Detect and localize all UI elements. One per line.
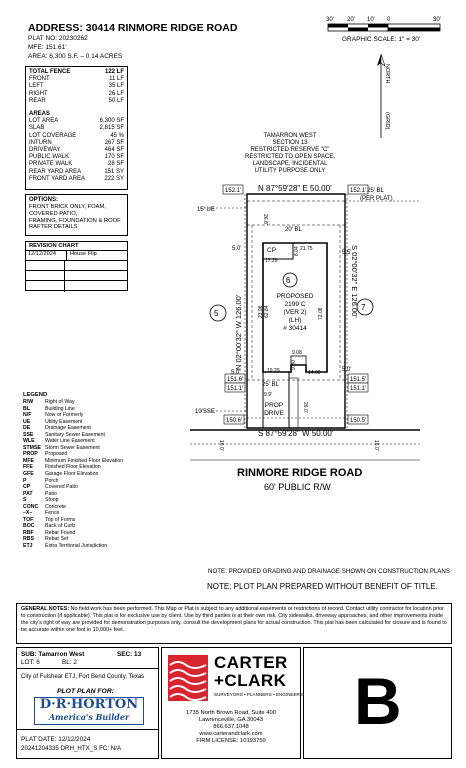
- options-box: OPTIONS: FRONT BRICK ONLY, FOAM, COVERED PATIO, FRAMING, FOUNDATION & ROOF RAFTER DETAILS: [25, 194, 128, 236]
- legend-key: P: [23, 477, 27, 484]
- elev-tr: 152.1': [350, 188, 367, 194]
- fence-row: RIGHT 26 LF: [29, 90, 124, 97]
- block: BL: 2: [62, 659, 77, 666]
- dim-5b: 5.0': [342, 367, 352, 373]
- area-row: FRONT YARD AREA 222 SY: [29, 175, 124, 182]
- dim-16b: 16.0': [373, 440, 379, 451]
- legend-value: Top of Forms: [45, 516, 76, 523]
- plot-note: NOTE: PLOT PLAN PREPARED WITHOUT BENEFIT OF TITLE.: [207, 582, 438, 591]
- scale-tick-label: 30': [326, 17, 334, 23]
- legend-value: Right of Way: [45, 399, 75, 405]
- legend-value: Patio: [45, 490, 57, 497]
- revision-row: 12/12/2024 House Flip: [26, 251, 127, 261]
- legend-key: GFE: [23, 471, 34, 478]
- lot-right-number: 7: [361, 303, 366, 312]
- cp-width: 17.29: [265, 258, 278, 264]
- grading-note: NOTE: PROVIDED GRADING AND DRAINAGE SHOWN ON CONSTRUCTION PLANS: [208, 568, 451, 575]
- legend-value: Concrete: [45, 503, 67, 510]
- area-row: DRIVEWAY 464 SF: [29, 147, 124, 154]
- dim-7208: 72.08: [318, 307, 324, 320]
- title-block-left: [16, 647, 159, 759]
- legend-key: STMSE: [23, 444, 41, 451]
- house-label-line: (VER 2): [283, 309, 307, 316]
- legend-value: Sanitary Sewer Easement: [45, 431, 105, 438]
- legend-key: PAT: [23, 490, 33, 497]
- section: SEC: 13: [117, 651, 142, 658]
- dim-900: 9.00: [291, 360, 297, 370]
- sheet-letter: B: [354, 664, 402, 738]
- title-block-company: [161, 647, 301, 759]
- lot-left-number: 5: [214, 309, 219, 318]
- fence-row: REAR 50 LF: [29, 97, 124, 104]
- right-bearing: S 02°00'32" E 126.00': [350, 245, 359, 318]
- legend-key: SSE: [23, 431, 34, 438]
- legend-value: Now or Formerly: [45, 412, 84, 419]
- dim-5a: 5.0': [232, 246, 242, 252]
- plat-number: PLAT NO: 20230262: [28, 35, 88, 42]
- plot-plan-for: PLOT PLAN FOR:: [57, 688, 115, 695]
- legend-key: PROP: [23, 451, 38, 458]
- company-name-1: CARTER: [214, 653, 288, 672]
- cp-label: CP: [267, 247, 277, 254]
- legend-value: Rebar Found: [45, 529, 76, 536]
- left-bearing: N 02°00'32" W 126.00': [234, 294, 243, 370]
- legend-key: CP: [23, 484, 31, 491]
- elev-br: 150.5': [350, 418, 367, 424]
- road-name: RINMORE RIDGE ROAD: [237, 467, 363, 479]
- legend-key: MFE: [23, 457, 34, 464]
- house-label-line: 2199 C: [284, 301, 306, 308]
- company-name-2: +CLARK: [214, 671, 287, 690]
- rear-bl-sub: (PER PLAT): [360, 196, 393, 202]
- dim-6284: 62.84: [264, 305, 270, 318]
- lot-number: 6: [286, 276, 291, 285]
- legend-key: R/W: [23, 399, 34, 405]
- dim-16a: 16.0': [218, 440, 224, 451]
- dim-1408: 14.08: [308, 370, 321, 376]
- dr-horton-logo: D·R·HORTON America's Builder: [34, 697, 144, 725]
- areas-title: AREAS: [29, 111, 51, 118]
- house-label-line: (LH): [288, 317, 302, 324]
- elev-tl: 152.1': [225, 188, 242, 194]
- legend-value: Garage Floor Elevation: [45, 471, 99, 478]
- rear-ue-label: 15' UE: [197, 207, 215, 213]
- dim-55: 5.5': [342, 250, 352, 256]
- lot: LOT: 6: [21, 659, 40, 666]
- elev-mr2: 151.1': [350, 386, 367, 392]
- legend-key: RBS: [23, 536, 34, 543]
- legend-value: Water Line Easement: [45, 438, 95, 445]
- scale-tick-label: 20': [347, 17, 355, 23]
- dim-268: 26.8': [262, 214, 268, 225]
- elev-mr1: 151.5': [350, 377, 367, 383]
- job-number: 20241204335 DRH_HTX_S FC: N/A: [21, 745, 122, 752]
- legend-key: WLE: [23, 438, 35, 445]
- cp-height: 8.04: [294, 246, 300, 256]
- legend-key: UE: [23, 418, 31, 425]
- north-grid-label: (GRID): [384, 112, 390, 130]
- address-title: ADDRESS: 30414 RINMORE RIDGE ROAD: [28, 22, 238, 34]
- legend-key: BOC: [23, 523, 35, 530]
- legend-value: Minimum Finished Floor Elevation: [45, 457, 124, 464]
- legend-value: Rebar Set: [45, 536, 69, 543]
- legend-key: CONC: [23, 503, 39, 510]
- north-label: NORTH: [384, 64, 390, 84]
- company-contact: 1735 North Brown Road, Suite 400 Lawrenceville, GA 30043 866.637.1048 www.carterandclark.com FIRM LICENSE: 10193759: [186, 710, 276, 744]
- legend-value: Back of Curb: [45, 523, 75, 530]
- elev-ml2: 151.1': [227, 386, 244, 392]
- company-tagline: SURVEYORS • PLANNERS • ENGINEERS: [214, 692, 303, 697]
- legend: LEGEND R/W Right of Way BL Building Line N/F Now or Formerly UE Utility Easement DE Drainage Easement SSE Sanitary Sewer Easement WLE Water Line Easement STMSE Storm Sewer Easement PROP Proposed MFE Minimum Finished Floor Elevation FFE Finished Floor Elevation GFE Garage Floor Elevation P Porch CP Covered Patio PAT Patio S Stoop CONC Concrete –X– Fence TOF Top of Forms BOC Back of Curb RBF Rebar Found RBS Rebar Set ETJ Extra Territorial Jurisdiction: [23, 392, 173, 550]
- legend-value: Building Line: [45, 405, 75, 412]
- legend-value: Covered Patio: [45, 484, 78, 491]
- area-row: INTURN 267 SF: [29, 139, 124, 146]
- area-value: AREA: 6,300 S.F. – 0.14 ACRES: [28, 53, 123, 60]
- legend-value: Finished Floor Elevation: [45, 464, 101, 471]
- sse-label: 10'SSE: [195, 409, 215, 415]
- house-label-line: # 30414: [283, 325, 307, 332]
- front-bl-label: 25' BL: [262, 382, 279, 388]
- area-row: LOT COVERAGE 45 %: [29, 132, 124, 139]
- plat-date: PLAT DATE: 12/12/2024: [21, 736, 91, 743]
- sheet-letter-block: [303, 647, 452, 759]
- dim-908: 9.08: [292, 350, 302, 356]
- front-bearing: S 87°59'28" W 50.00': [258, 429, 334, 438]
- legend-value: Drainage Easement: [45, 425, 91, 432]
- rear-bearing: N 87°59'28" E 50.00': [258, 184, 332, 193]
- city-county: City of Fulshear ETJ, Fort Bend County, Texas: [21, 674, 145, 680]
- legend-value: Proposed: [45, 451, 68, 458]
- elev-ml1: 151.6': [227, 377, 244, 383]
- road-row: 60' PUBLIC R/W: [264, 482, 331, 492]
- mfe-value: MFE: 151.61': [28, 44, 67, 51]
- legend-key: DE: [23, 425, 31, 432]
- driveway: [263, 372, 289, 428]
- legend-key: FFE: [23, 464, 33, 471]
- dim-2175: 21.75: [300, 246, 313, 252]
- subdivision: SUB: Tamarron West: [21, 651, 85, 658]
- dim-26: 26.0': [302, 402, 308, 413]
- reserve-note: TAMARRON WEST SECTION 13 RESTRICTED RESERVE "C" RESTRICTED TO OPEN SPACE, LANDSCAPE, INCIDENTAL UTILITY PURPOSE ONLY: [244, 133, 336, 174]
- house-label-line: PROPOSED: [276, 293, 314, 300]
- legend-key: BL: [23, 405, 30, 412]
- general-notes: GENERAL NOTES: No field work has been performed. This Map or Plat is subject to any additional easements or restrictions of record. Contact utility contractor for location prior to construction (if applicable). This plat is for exclusive use by client. Use by third parties is at their own risk. City sidewalks, driveway approaches, and other improvements inside the city's right of way are provided for demonstration purposes only. consult the development plans for actual construction. This plat has been calculated for closure and is found to be accurate within one foot in 10,000+ feet.: [16, 603, 452, 644]
- legend-key: TOF: [23, 516, 34, 523]
- legend-value: Fence: [45, 510, 60, 517]
- drive-label: DRIVE: [264, 410, 284, 417]
- scale-tick-label: 10': [367, 17, 375, 23]
- legend-key: S: [23, 497, 27, 504]
- legend-key: N/F: [23, 412, 32, 419]
- fence-row: FRONT 11 LF: [29, 76, 124, 83]
- dim-5c: 5.0': [231, 370, 241, 376]
- fence-total-row: TOTAL FENCE 122 LF: [29, 69, 124, 75]
- dim-2396: 23.96: [258, 305, 264, 318]
- legend-key: ETJ: [23, 543, 33, 550]
- area-row: PUBLIC WALK 170 SF: [29, 154, 124, 161]
- area-row: SLAB 2,815 SF: [29, 125, 124, 132]
- legend-value: Extra Territorial Jurisdiction: [45, 543, 108, 550]
- legend-value: Stoop: [45, 497, 59, 504]
- legend-key: –X–: [23, 510, 33, 517]
- legend-value: Storm Sewer Easement: [45, 444, 100, 451]
- dim-99: 9.9': [264, 392, 272, 398]
- area-row: PRIVATE WALK 28 SF: [29, 161, 124, 168]
- legend-value: Utility Easement: [45, 418, 83, 425]
- carter-clark-logo-mark: [168, 655, 208, 701]
- scale-tick-label: 30': [433, 17, 441, 23]
- dim-1929: 19.29: [267, 368, 280, 374]
- fence-row: LEFT 35 LF: [29, 83, 124, 90]
- area-row: LOT AREA 6,300 SF: [29, 118, 124, 125]
- elev-bl: 150.6': [226, 418, 243, 424]
- area-row: REAR YARD AREA 151 SY: [29, 168, 124, 175]
- rear-bl-label: 25' BL: [367, 188, 384, 194]
- legend-key: RBF: [23, 529, 34, 536]
- revision-chart: REVISION CHART 12/12/2024 House Flip: [25, 241, 128, 291]
- scale-tick-label: 0: [387, 17, 391, 23]
- scale-label: GRAPHIC SCALE: 1" = 30': [342, 36, 421, 43]
- drive-label: PROP: [264, 402, 284, 409]
- bl-20-label: 20' BL: [285, 227, 302, 233]
- legend-value: Porch: [45, 477, 59, 484]
